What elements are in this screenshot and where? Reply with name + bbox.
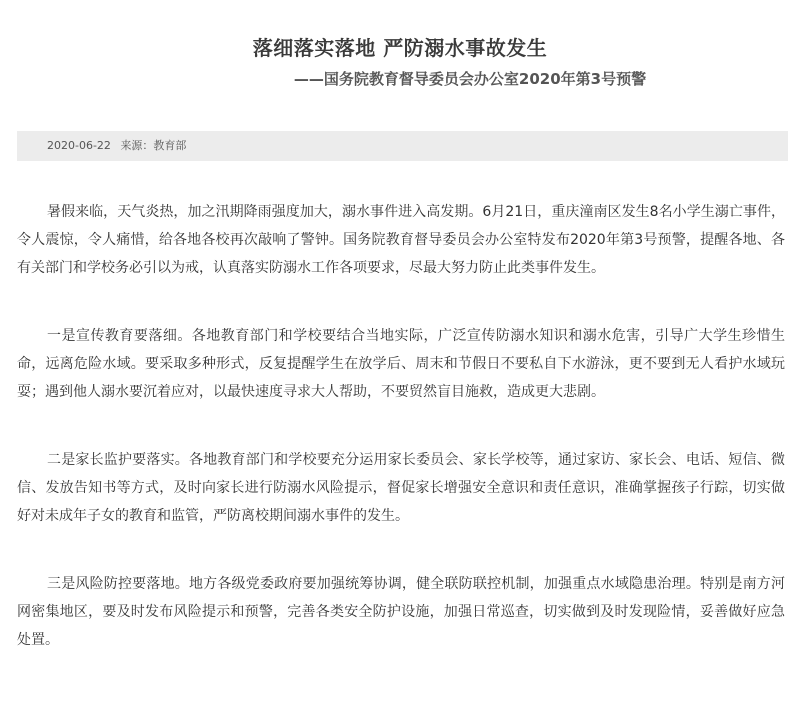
article-body	[17, 198, 785, 694]
article-source: 来源：教育部	[120, 139, 187, 152]
paragraph-intro: 暑假来临，天气炎热，加之汛期降雨强度加大，溺水事件进入高发期。6月21日，重庆潼南区发生8名小学生溺亡事件，令人震惊，令人痛惜，给各地各校再次敲响了警钟。国务院教育督导委员会办公室特发布2020年第3号预警，提醒各地、各有关部门和学校务必引以为戒，认真落实防溺水工作各项要求，尽最大努力防止此类事件发生。	[17, 204, 785, 276]
paragraph-education: 一是宣传教育要落细。各地教育部门和学校要结合当地实际，广泛宣传防溺水知识和溺水危害，引导广大学生珍惜生命，远离危险水域。要采取多种形式，反复提醒学生在放学后、周末和节假日不要私自下水游泳，更不要到无人看护水域玩耍；遇到他人溺水要沉着应对，以最快速度寻求大人帮助，不要贸然盲目施救，造成更大悲剧。	[17, 328, 785, 400]
article-subtitle: ——国务院教育督导委员会办公室2020年第3号预警	[293, 70, 647, 88]
article-meta-bar	[17, 131, 788, 161]
article-title: 落细落实落地 严防溺水事故发生	[252, 36, 548, 60]
paragraph-parental-supervision: 二是家长监护要落实。各地教育部门和学校要充分运用家长委员会、家长学校等，通过家访、家长会、电话、短信、微信、发放告知书等方式，及时向家长进行防溺水风险提示，督促家长增强安全意识和责任意识，准确掌握孩子行踪，切实做好对未成年子女的教育和监管，严防离校期间溺水事件的发生。	[17, 452, 785, 524]
publish-date: 2020-06-22	[47, 139, 111, 152]
article-header	[0, 34, 800, 90]
paragraph-risk-control: 三是风险防控要落地。地方各级党委政府要加强统筹协调，健全联防联控机制，加强重点水域隐患治理。特别是南方河网密集地区，要及时发布风险提示和预警，完善各类安全防护设施，加强日常巡查，切实做到及时发现险情，妥善做好应急处置。	[17, 576, 785, 648]
